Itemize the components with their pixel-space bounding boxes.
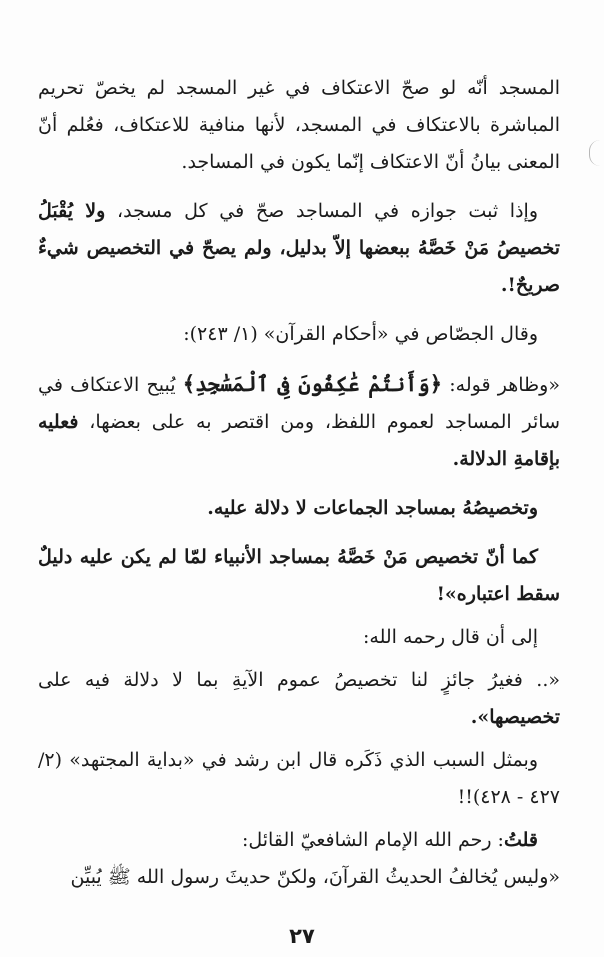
paragraph-3 bbox=[38, 316, 560, 353]
quote-intro-text: «وظاهر قوله: bbox=[442, 374, 560, 396]
paragraph-2-text: وإذا ثبت جوازه في المساجد صحّ في كل مسجد، bbox=[105, 200, 538, 222]
paragraph-7 bbox=[38, 619, 560, 656]
paragraph-11-text: «وليس يُخالفُ الحديثُ القرآنَ، ولكنّ حديثَ رسول الله ﷺ يُبيِّن bbox=[70, 866, 560, 888]
quote-bold-text: فعليه بإقامةِ الدلالة. bbox=[38, 411, 560, 470]
paragraph-5-text: وتخصيصُهُ بمساجد الجماعات لا دلالة عليه. bbox=[207, 497, 538, 519]
paragraph-1 bbox=[38, 70, 560, 181]
paragraph-6-text: كما أنّ تخصيص مَنْ خَصَّهُ بمساجد الأنبياء لمّا لم يكن عليه دليلٌ سقط اعتباره»! bbox=[38, 546, 560, 605]
margin-mark bbox=[589, 140, 600, 166]
page-body bbox=[38, 70, 560, 896]
quote-body-text: يُبيح الاعتكاف في سائر المساجد لعموم اللفظ، ومن اقتصر به على بعضها، bbox=[38, 374, 560, 433]
paragraph-2 bbox=[38, 193, 560, 304]
paragraph-8-bold-text: تخصيصها». bbox=[470, 706, 560, 728]
paragraph-1-text: المسجد أنّه لو صحّ الاعتكاف في غير المسجد لم يخصّ تحريم المباشرة بالاعتكاف في المسجد، لأنها منافية للاعتكاف، فعُلم أنّ المعنى بيانُ أنّ الاعتكاف إنّما يكون في المساجد. bbox=[38, 77, 560, 173]
paragraph-2-bold-text: ولا يُقْبَلُ تخصيصُ مَنْ خَصَّهُ ببعضها إلاّ بدليل، ولم يصحّ في التخصيص شيءٌ صريحٌ!. bbox=[38, 200, 560, 296]
page-number: ٢٧ bbox=[289, 924, 315, 948]
paragraph-8 bbox=[38, 662, 560, 736]
paragraph-6 bbox=[38, 539, 560, 613]
quote-paragraph bbox=[38, 365, 560, 478]
paragraph-3-text: وقال الجصّاص في «أحكام القرآن» (١/ ٢٤٣): bbox=[183, 323, 538, 345]
paragraph-8-text: «.. فغيرُ جائزٍ لنا تخصيصُ عموم الآيةِ بما لا دلالة فيه على bbox=[38, 669, 560, 691]
paragraph-9 bbox=[38, 742, 560, 816]
paragraph-9-text: وبمثل السبب الذي ذَكَره قال ابن رشد في «بداية المجتهد» (٢/ ٤٢٧ - ٤٢٨)!! bbox=[38, 749, 560, 808]
paragraph-10-text: : رحم الله الإمام الشافعيّ القائل: bbox=[241, 829, 504, 851]
quran-verse: ﴿وَأَنتُمْ عَٰكِفُونَ فِى ٱلْمَسَٰجِدِ﴾ bbox=[182, 371, 443, 396]
paragraph-11 bbox=[38, 859, 560, 896]
paragraph-7-text: إلى أن قال رحمه الله: bbox=[362, 626, 538, 648]
paragraph-5 bbox=[38, 490, 560, 527]
paragraph-10 bbox=[38, 822, 560, 859]
paragraph-10-label: قلتُ bbox=[503, 829, 538, 851]
